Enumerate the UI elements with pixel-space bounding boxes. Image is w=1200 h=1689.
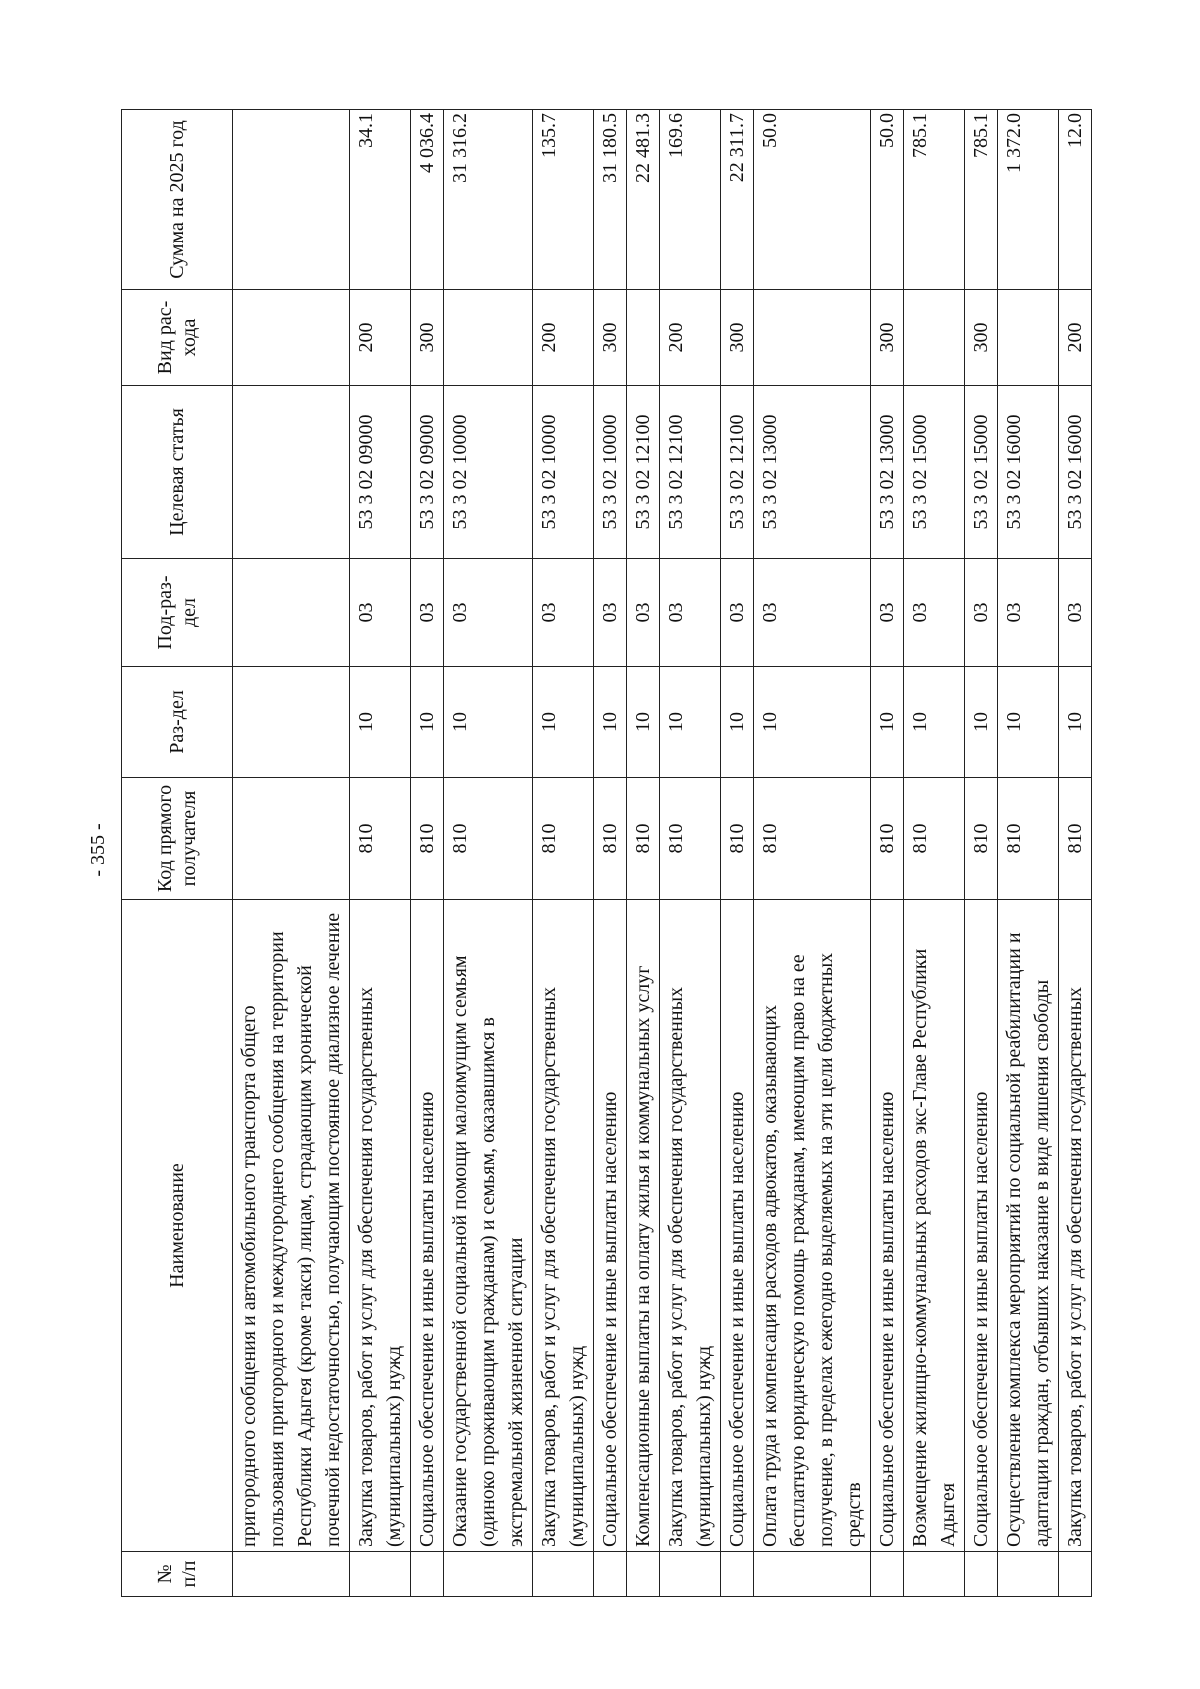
cell-recipient: 810: [411, 778, 444, 900]
cell-name: Социальное обеспечение и иные выплаты населению: [594, 900, 627, 1552]
cell-name: Социальное обеспечение и иные выплаты населению: [871, 900, 904, 1552]
cell-num: [998, 1552, 1059, 1597]
table-row: [660, 110, 721, 1597]
cell-article: 53 3 02 12100: [660, 386, 721, 559]
cell-subsection: 03: [533, 559, 594, 667]
table-body: [233, 110, 1092, 1597]
cell-article: 53 3 02 12100: [627, 386, 660, 559]
cell-section: 10: [627, 667, 660, 778]
cell-article: [233, 386, 350, 559]
cell-expense-type: [754, 290, 871, 386]
cell-section: [233, 667, 350, 778]
cell-expense-type: 300: [721, 290, 754, 386]
cell-expense-type: 200: [1059, 290, 1092, 386]
header-target-article: Целевая статья: [122, 386, 233, 559]
cell-section: 10: [998, 667, 1059, 778]
cell-num: [350, 1552, 411, 1597]
table-row: [871, 110, 904, 1597]
cell-article: 53 3 02 10000: [533, 386, 594, 559]
cell-name: пригородного сообщения и автомобильного транспорта общего пользования пригородного и междугороднего сообщения на территории Республики Адыгея (кроме такси) лицам, страдающим хронической почечной недостаточностью, получающим постоянное диализное лечение: [233, 900, 350, 1552]
cell-expense-type: [998, 290, 1059, 386]
header-expense-type: Вид рас-хода: [122, 290, 233, 386]
cell-amount: 785.1: [904, 110, 965, 290]
cell-recipient: 810: [444, 778, 533, 900]
cell-subsection: 03: [721, 559, 754, 667]
table-header: [122, 110, 233, 1597]
budget-table: [121, 109, 1092, 1597]
table-row: [233, 110, 350, 1597]
cell-article: 53 3 02 13000: [871, 386, 904, 559]
cell-num: [660, 1552, 721, 1597]
cell-num: [754, 1552, 871, 1597]
cell-article: 53 3 02 15000: [965, 386, 998, 559]
cell-amount: 50.0: [871, 110, 904, 290]
cell-amount: 4 036.4: [411, 110, 444, 290]
table-row: [965, 110, 998, 1597]
cell-subsection: 03: [444, 559, 533, 667]
table-row: [998, 110, 1059, 1597]
cell-recipient: 810: [721, 778, 754, 900]
cell-amount: 135.7: [533, 110, 594, 290]
cell-recipient: 810: [754, 778, 871, 900]
cell-name: Социальное обеспечение и иные выплаты населению: [721, 900, 754, 1552]
cell-expense-type: [627, 290, 660, 386]
cell-article: 53 3 02 16000: [1059, 386, 1092, 559]
cell-num: [444, 1552, 533, 1597]
cell-expense-type: 300: [594, 290, 627, 386]
cell-name: Осуществление комплекса мероприятий по социальной реабилитации и адаптации граждан, отбывших наказание в виде лишения свободы: [998, 900, 1059, 1552]
cell-expense-type: [233, 290, 350, 386]
cell-subsection: [233, 559, 350, 667]
cell-subsection: 03: [965, 559, 998, 667]
cell-amount: 50.0: [754, 110, 871, 290]
cell-article: 53 3 02 16000: [998, 386, 1059, 559]
table-row: [594, 110, 627, 1597]
cell-name: Социальное обеспечение и иные выплаты населению: [965, 900, 998, 1552]
cell-amount: 34.1: [350, 110, 411, 290]
cell-subsection: 03: [998, 559, 1059, 667]
table-row: [721, 110, 754, 1597]
cell-subsection: 03: [904, 559, 965, 667]
cell-subsection: 03: [660, 559, 721, 667]
cell-num: [871, 1552, 904, 1597]
cell-section: 10: [350, 667, 411, 778]
cell-name: Закупка товаров, работ и услуг для обеспечения государственных: [1059, 900, 1092, 1552]
cell-article: 53 3 02 10000: [594, 386, 627, 559]
cell-name: Оплата труда и компенсация расходов адвокатов, оказывающих бесплатную юридическую помощь гражданам, имеющим право на ее получение, в пределах ежегодно выделяемых на эти цели бюджетных средств: [754, 900, 871, 1552]
cell-expense-type: [444, 290, 533, 386]
table-row: [904, 110, 965, 1597]
cell-recipient: [233, 778, 350, 900]
cell-expense-type: 300: [411, 290, 444, 386]
cell-amount: 22 481.3: [627, 110, 660, 290]
cell-section: 10: [411, 667, 444, 778]
cell-subsection: 03: [627, 559, 660, 667]
cell-name: Возмещение жилищно-коммунальных расходов экс-Главе Республики Адыгея: [904, 900, 965, 1552]
cell-section: 10: [594, 667, 627, 778]
cell-recipient: 810: [871, 778, 904, 900]
cell-section: 10: [660, 667, 721, 778]
table-row: [627, 110, 660, 1597]
header-num: № п/п: [122, 1552, 233, 1597]
cell-recipient: 810: [627, 778, 660, 900]
header-amount: Сумма на 2025 год: [122, 110, 233, 290]
cell-article: 53 3 02 15000: [904, 386, 965, 559]
header-name: Наименование: [122, 900, 233, 1552]
cell-num: [1059, 1552, 1092, 1597]
table-row: [444, 110, 533, 1597]
cell-name: Закупка товаров, работ и услуг для обеспечения государственных (муниципальных) нужд: [660, 900, 721, 1552]
cell-name: Закупка товаров, работ и услуг для обеспечения государственных (муниципальных) нужд: [350, 900, 411, 1552]
cell-amount: [233, 110, 350, 290]
cell-section: 10: [721, 667, 754, 778]
cell-amount: 1 372.0: [998, 110, 1059, 290]
table-row: [411, 110, 444, 1597]
cell-num: [594, 1552, 627, 1597]
cell-expense-type: 200: [350, 290, 411, 386]
cell-recipient: 810: [660, 778, 721, 900]
cell-num: [533, 1552, 594, 1597]
cell-subsection: 03: [350, 559, 411, 667]
cell-section: 10: [965, 667, 998, 778]
cell-amount: 12.0: [1059, 110, 1092, 290]
header-section: Раз-дел: [122, 667, 233, 778]
cell-section: 10: [444, 667, 533, 778]
cell-amount: 169.6: [660, 110, 721, 290]
cell-recipient: 810: [998, 778, 1059, 900]
cell-article: 53 3 02 09000: [411, 386, 444, 559]
cell-expense-type: 300: [965, 290, 998, 386]
table-row: [1059, 110, 1092, 1597]
cell-recipient: 810: [1059, 778, 1092, 900]
cell-section: 10: [1059, 667, 1092, 778]
cell-num: [965, 1552, 998, 1597]
cell-article: 53 3 02 12100: [721, 386, 754, 559]
cell-subsection: 03: [594, 559, 627, 667]
cell-expense-type: 200: [533, 290, 594, 386]
cell-name: Закупка товаров, работ и услуг для обеспечения государственных (муниципальных) нужд: [533, 900, 594, 1552]
cell-recipient: 810: [904, 778, 965, 900]
cell-recipient: 810: [965, 778, 998, 900]
cell-num: [233, 1552, 350, 1597]
cell-subsection: 03: [1059, 559, 1092, 667]
cell-num: [627, 1552, 660, 1597]
cell-amount: 31 316.2: [444, 110, 533, 290]
cell-subsection: 03: [871, 559, 904, 667]
table-row: [350, 110, 411, 1597]
header-recipient-code: Код прямого получателя: [122, 778, 233, 900]
cell-recipient: 810: [350, 778, 411, 900]
cell-name: Оказание государственной социальной помощи малоимущим семьям (одиноко проживающим гражданам) и семьям, оказавшимся в экстремальной жизненной ситуации: [444, 900, 533, 1552]
cell-num: [721, 1552, 754, 1597]
cell-expense-type: 200: [660, 290, 721, 386]
cell-num: [904, 1552, 965, 1597]
table-row: [533, 110, 594, 1597]
cell-subsection: 03: [411, 559, 444, 667]
cell-amount: 22 311.7: [721, 110, 754, 290]
cell-section: 10: [754, 667, 871, 778]
table-row: [754, 110, 871, 1597]
cell-name: Социальное обеспечение и иные выплаты населению: [411, 900, 444, 1552]
page-number: - 355 -: [86, 823, 109, 877]
cell-amount: 31 180.5: [594, 110, 627, 290]
cell-expense-type: 300: [871, 290, 904, 386]
cell-num: [411, 1552, 444, 1597]
cell-article: 53 3 02 13000: [754, 386, 871, 559]
cell-recipient: 810: [533, 778, 594, 900]
header-subsection: Под-раз-дел: [122, 559, 233, 667]
cell-section: 10: [871, 667, 904, 778]
cell-article: 53 3 02 09000: [350, 386, 411, 559]
cell-name: Компенсационные выплаты на оплату жилья и коммунальных услуг: [627, 900, 660, 1552]
budget-sheet: [121, 110, 1086, 1597]
cell-article: 53 3 02 10000: [444, 386, 533, 559]
cell-amount: 785.1: [965, 110, 998, 290]
cell-section: 10: [904, 667, 965, 778]
cell-expense-type: [904, 290, 965, 386]
cell-subsection: 03: [754, 559, 871, 667]
cell-recipient: 810: [594, 778, 627, 900]
cell-section: 10: [533, 667, 594, 778]
